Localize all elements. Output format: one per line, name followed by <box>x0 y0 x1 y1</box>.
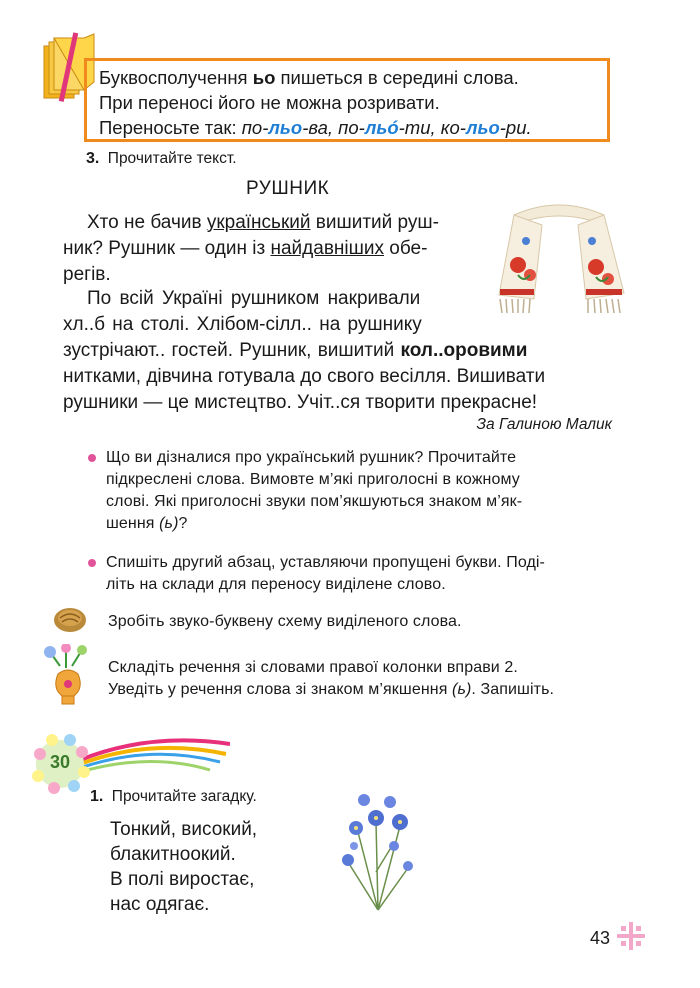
vase-icon <box>36 644 100 715</box>
question-2 <box>106 552 545 596</box>
rule-text: Переносьте так: <box>99 117 242 138</box>
lesson-number: 30 <box>49 752 71 772</box>
text-segment: зустрічают.. гостей. Рушник, вишитий <box>63 340 401 361</box>
text-segment: ник? Рушник — один із <box>63 238 271 259</box>
paragraph-1-line-2 <box>63 236 427 262</box>
question-4 <box>108 657 554 701</box>
underlined-word: український <box>206 212 311 233</box>
lesson-badge <box>30 732 230 796</box>
question-line: Складіть речення зі словами правої колонки вправи 2. <box>108 659 518 676</box>
example-part: по- <box>241 117 269 138</box>
example-highlight: ль <box>465 117 489 138</box>
example-part: -ва, <box>302 117 339 138</box>
rule-line-2: При переносі його не можна розривати. <box>99 92 440 113</box>
task-instruction: Прочитайте загадку. <box>111 788 257 805</box>
text-title: РУШНИК <box>246 178 330 199</box>
text-segment: Уведіть у речення слова зі знаком м’якшення <box>108 681 448 698</box>
ornament-icon <box>617 922 645 955</box>
flax-flower-illustration <box>328 782 428 912</box>
paragraph-2-line-2: хл..б на столі. Хлібом-сілл.. на рушнику <box>63 314 422 335</box>
paragraph-2-line-4: нитками, дівчина готувала до свого весілля. Вишивати <box>63 366 546 387</box>
question-line <box>106 513 522 535</box>
task-number: 3. <box>86 150 100 167</box>
text-segment: ? <box>178 515 188 532</box>
example-part: ко- <box>440 117 466 138</box>
bullet <box>88 454 96 462</box>
riddle-line: В полі виростає, <box>110 869 255 890</box>
rule-text: Буквосполучення <box>99 67 253 88</box>
task-1-heading <box>90 788 257 806</box>
paragraph-2-line-5: рушники — це мистецтво. Учіт..ся творити прекрасне! <box>63 392 538 413</box>
task-number: 1. <box>90 788 104 805</box>
text-segment: Хто не бачив <box>87 212 207 233</box>
question-line: Спишіть другий абзац, уставляючи пропущені букви. Поді- <box>106 554 545 571</box>
bullet <box>88 559 96 567</box>
paragraph-1-line-3: регів. <box>63 264 111 285</box>
example-part: по- <box>338 117 365 138</box>
text-segment: шення <box>106 515 155 532</box>
question-line: Що ви дізналися про український рушник? Прочитайте <box>106 449 517 466</box>
rule-letters: ьо <box>252 67 276 88</box>
paragraph-1-line-1 <box>87 210 439 236</box>
text-segment: вишитий руш- <box>310 212 439 233</box>
task-3-heading <box>86 150 237 168</box>
task-instruction: Прочитайте текст. <box>107 150 237 167</box>
example-highlight: о <box>290 117 303 138</box>
example-highlight: ль <box>268 117 291 138</box>
soft-sign: (ь) <box>159 515 179 532</box>
example-highlight: ль <box>364 117 388 138</box>
question-line: підкреслені слова. Вимовте м’які приголосні в кожному <box>106 471 520 488</box>
rule-text: пишеться в середині слова. <box>275 67 519 88</box>
paragraph-2-line-3 <box>63 338 527 364</box>
question-3: Зробіть звуко-буквену схему виділеного слова. <box>108 613 462 630</box>
text-segment: . Запишіть. <box>471 681 555 698</box>
example-highlight: ó <box>387 117 399 138</box>
nut-icon <box>52 604 88 639</box>
riddle <box>110 817 257 917</box>
riddle-line: блакитноокий. <box>110 844 236 865</box>
text-segment: обе- <box>384 238 428 259</box>
question-line: літь на склади для переносу виділене слово. <box>106 576 446 593</box>
question-line: слові. Які приголосні звуки пом’якшуються знаком м’як- <box>106 493 523 510</box>
highlighted-word: кол..оровими <box>400 340 528 361</box>
example-part: -ри. <box>499 117 532 138</box>
rule-line-1 <box>99 65 595 90</box>
author: За Галиною Малик <box>476 416 612 433</box>
example-highlight: о <box>488 117 500 138</box>
riddle-line: Тонкий, високий, <box>110 819 258 840</box>
rule-line-3 <box>99 115 595 140</box>
towel-illustration <box>474 195 644 325</box>
example-part: -ти, <box>398 117 441 138</box>
riddle-line: нас одягає. <box>110 894 210 915</box>
underlined-word: найдавніших <box>270 238 384 259</box>
soft-sign: (ь) <box>452 681 472 698</box>
question-line <box>108 679 554 701</box>
page-number: 43 <box>590 928 611 948</box>
rule-box <box>84 58 610 142</box>
paragraph-2-line-1: По всій Україні рушником накривали <box>87 288 421 309</box>
question-1 <box>106 447 522 535</box>
